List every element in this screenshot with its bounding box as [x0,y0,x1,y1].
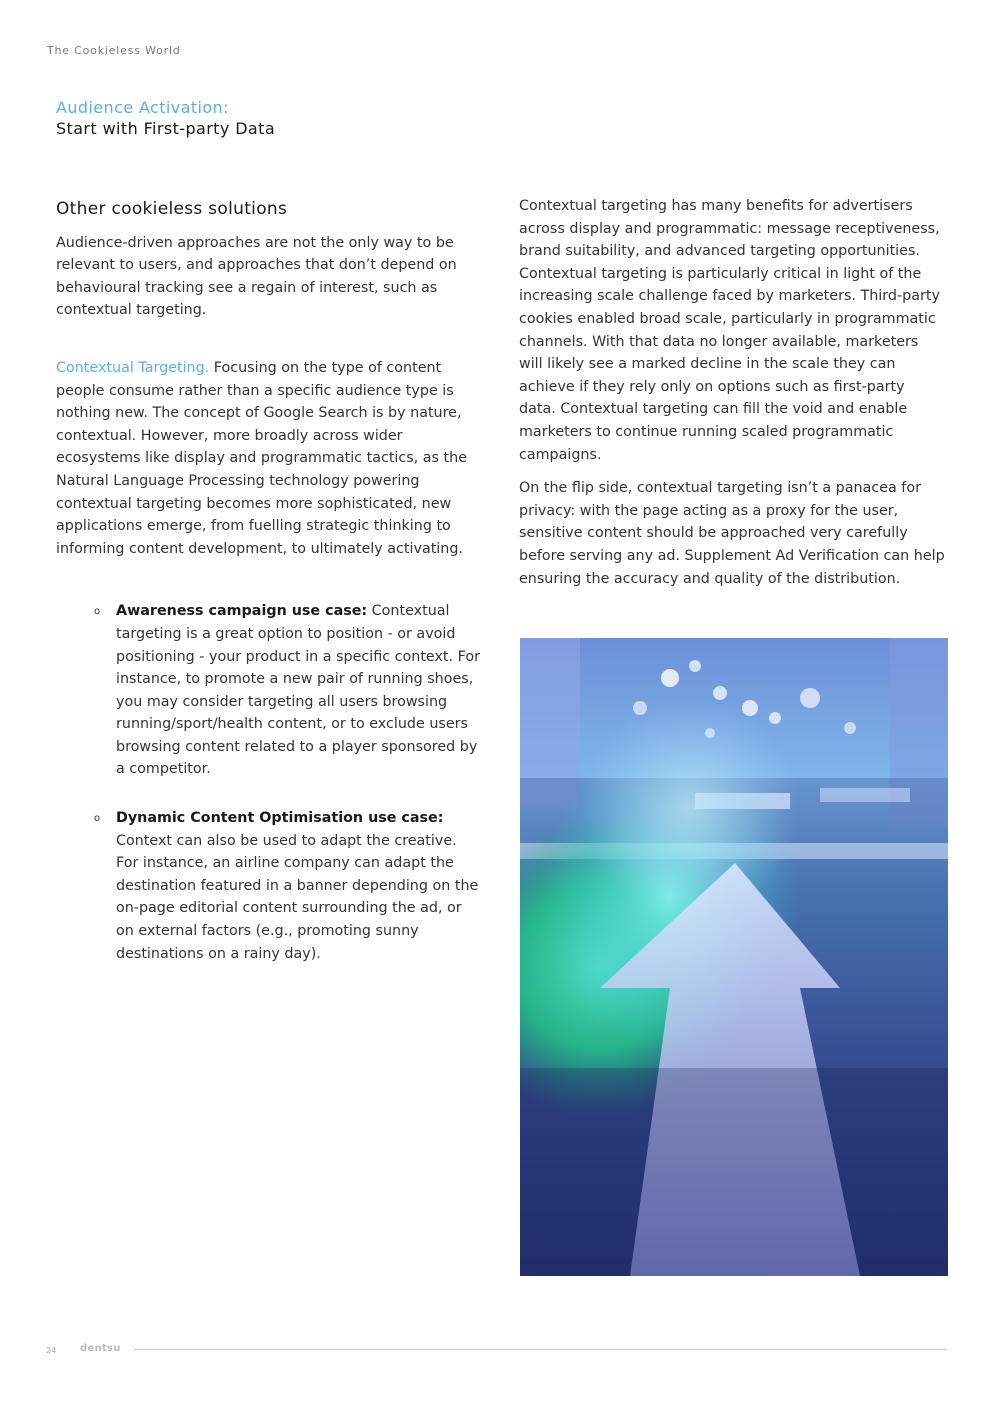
document-header: The Cookieless World [47,44,181,57]
subsection-heading: Other cookieless solutions [56,199,288,219]
bullet-icon: o [94,813,101,825]
contextual-targeting-label: Contextual Targeting. [56,359,210,376]
list-item [94,807,481,965]
page-number: 24 [46,1346,57,1355]
brand-logo: dentsu [80,1343,121,1354]
list-item [94,600,481,781]
privacy-paragraph: On the flip side, contextual targeting isn’t a panacea for privacy: with the page acting as a proxy for the user, sensitive content should be approached very carefully before serving any ad. Supplement Ad Verification can help ensuring the accuracy and quality of the distribution. [519,480,945,587]
contextual-targeting-paragraph [56,357,481,560]
use-case-body: Contextual targeting is a great option to position - or avoid positioning - your product in a specific context. For instance, to promote a new pair of running shoes, you may consider targeting all users browsing running/sport/health content, or to exclude users browsing content related to a player sponsored by a competitor. [116,603,480,778]
section-title-subtitle: Start with First-party Data [56,119,276,138]
contextual-targeting-body: Focusing on the type of content people consume rather than a specific audience type is nothing new. The concept of Google Search is by nature, contextual. However, more broadly across wider ecosystems like display and programmatic tactics, as the Natural Language Processing technology powering contextual targeting becomes more sophisticated, new applications emerge, from fuelling strategic thinking to informing content development, to ultimately activating. [56,359,468,557]
footer-divider [134,1349,947,1350]
use-case-list [56,600,481,965]
right-column [519,195,945,590]
bullet-icon: o [94,606,101,618]
benefits-paragraph: Contextual targeting has many benefits for advertisers across display and programmatic: message receptiveness, brand suitability, and advanced targeting opportunities. Contextual targeting is particularly critical in light of the increasing scale challenge faced by marketers. Third-party cookies enabled broad scale, particularly in programmatic channels. With that data no longer available, marketers will likely see a marked decline in the scale they can achieve if they rely only on options such as first-party data. Contextual targeting can fill the void and enable marketers to continue running scaled programmatic campaigns. [519,198,940,463]
section-title-accent: Audience Activation: [56,98,229,117]
use-case-title: Awareness campaign use case: [116,603,368,620]
intro-paragraph: Audience-driven approaches are not the only way to be relevant to users, and approaches that don’t depend on behavioural tracking see a regain of interest, such as contextual targeting. [56,234,457,319]
street-arrow-photo [520,638,948,1276]
use-case-title: Dynamic Content Optimisation use case: [116,810,444,827]
left-column [56,198,481,991]
use-case-body: Context can also be used to adapt the creative. For instance, an airline company can adapt the destination featured in a banner depending on the on-page editorial content surrounding the ad, or on external factors (e.g., promoting sunny destinations on a rainy day). [116,832,479,962]
section-title [56,97,275,139]
